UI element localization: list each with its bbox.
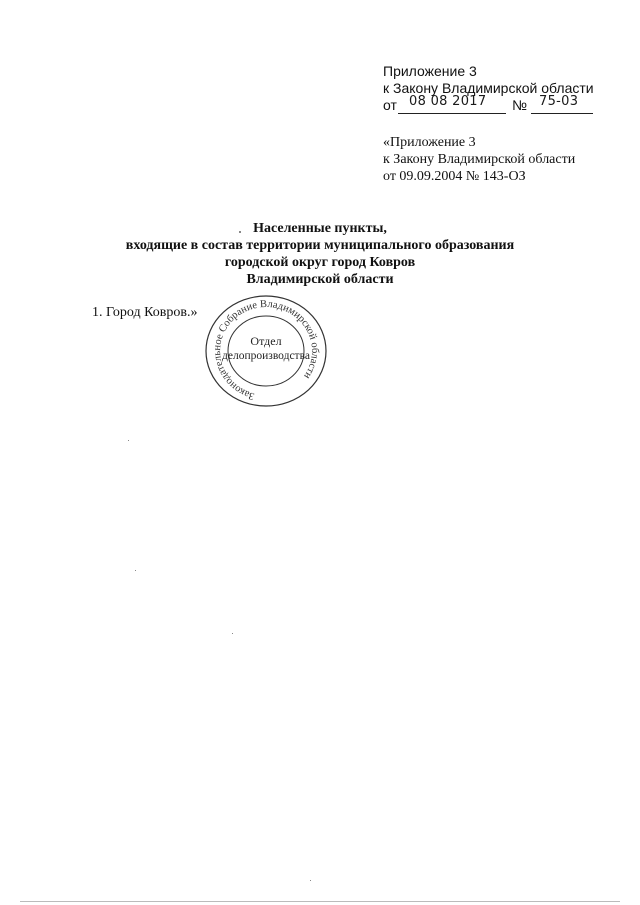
appendix-new-law-ref: к Закону Владимирской области — [383, 80, 594, 96]
heading-line-1: Населенные пункты, — [253, 221, 387, 236]
scan-speck — [135, 570, 136, 571]
number-underline — [531, 113, 593, 114]
official-stamp — [203, 293, 329, 409]
stamp-center-line-1: Отдел — [250, 334, 282, 348]
scan-speck — [128, 440, 129, 441]
stamp-center-line-2: делопроизводства — [222, 350, 310, 362]
appendix-new-title: Приложение 3 — [383, 63, 477, 79]
appendix-old-title: «Приложение 3 — [383, 135, 476, 150]
heading-line-2: входящие в состав территории муниципального образования — [125, 238, 515, 253]
handwritten-date: 08 08 2017 — [409, 94, 487, 109]
heading-line-3: городской округ город Ковров — [224, 255, 416, 270]
handwritten-number: 75-03 — [539, 94, 579, 109]
scan-speck — [232, 633, 233, 634]
appendix-old-law-ref: к Закону Владимирской области — [383, 152, 576, 167]
scan-speck — [239, 231, 241, 233]
stamp-ring-text: Законодательное Собрание Владимирской области — [211, 298, 321, 402]
appendix-new-number-prefix: № — [512, 97, 528, 113]
scan-speck — [310, 880, 311, 881]
date-underline — [398, 113, 506, 114]
appendix-old-date-line: от 09.09.2004 № 143-ОЗ — [383, 169, 526, 184]
heading-line-4: Владимирской области — [246, 272, 394, 287]
list-item-kovrov: 1. Город Ковров.» — [92, 305, 198, 320]
page-bottom-edge — [20, 901, 620, 902]
appendix-new-date-prefix: от — [383, 97, 397, 113]
